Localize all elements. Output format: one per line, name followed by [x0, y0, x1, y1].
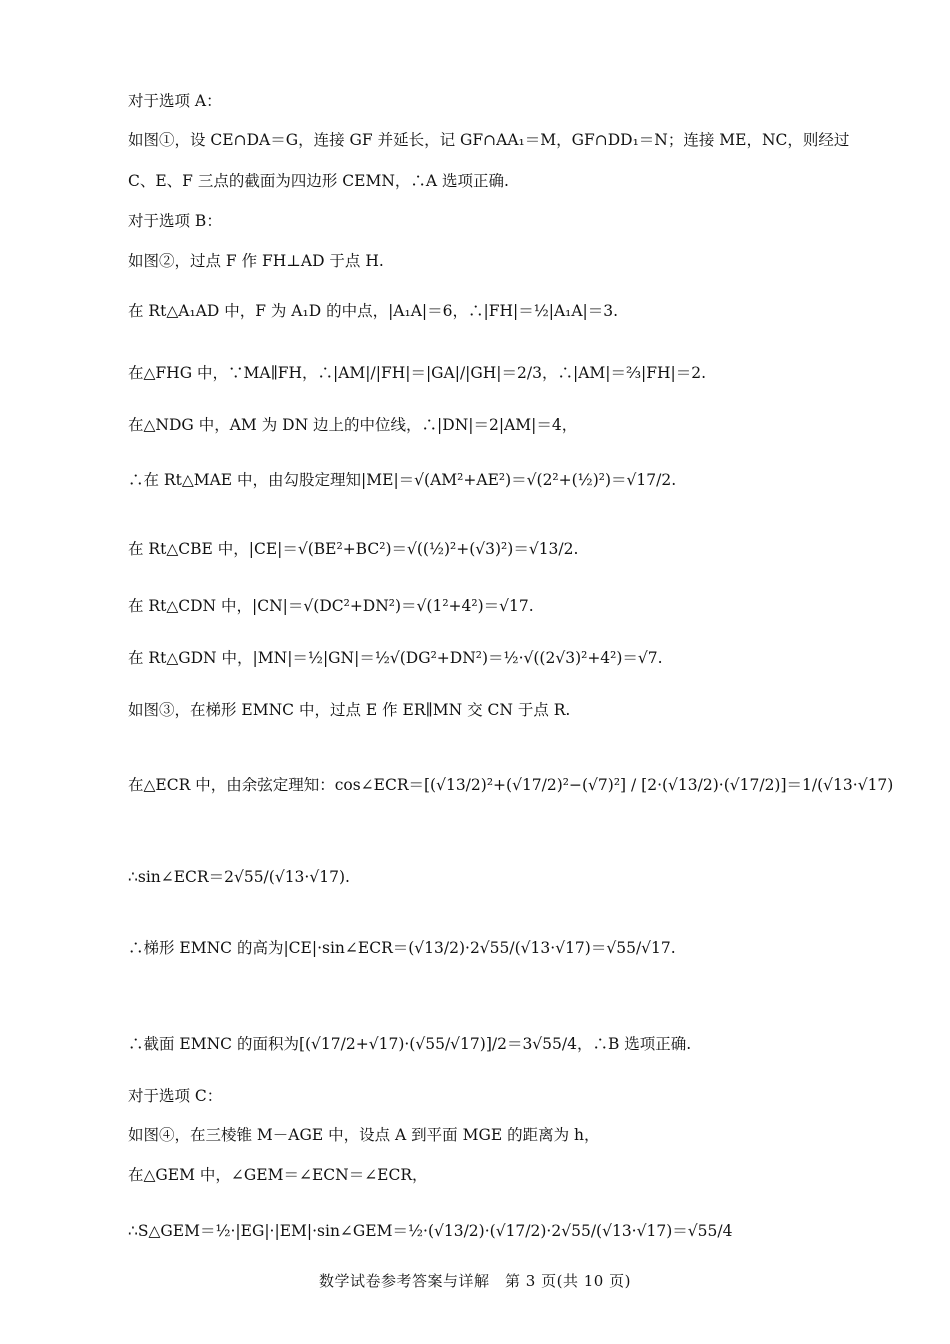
line-section-area: ∴截面 EMNC 的面积为[(√17/2+√17)·(√55/√17)]/2＝3√55/4，∴B 选项正确. — [128, 1035, 692, 1053]
line-cn-length: 在 Rt△CDN 中，|CN|＝√(DC²+DN²)＝√(1²+4²)＝√17. — [128, 597, 534, 615]
line-fig4-construction: 如图④，在三棱锥 M－AGE 中，设点 A 到平面 MGE 的距离为 h， — [128, 1126, 600, 1144]
line-mn-length: 在 Rt△GDN 中，|MN|＝½|GN|＝½√(DG²+DN²)＝½·√((2√3)²+4²)＝√7. — [128, 649, 663, 667]
line-area-gem: ∴S△GEM＝½·|EG|·|EM|·sin∠GEM＝½·(√13/2)·(√17/2)·2√55/(√13·√17)＝√55/4 — [128, 1222, 733, 1240]
line-fig2-construction: 如图②，过点 F 作 FH⊥AD 于点 H. — [128, 252, 384, 270]
page-footer: 数学试卷参考答案与详解 第 3 页(共 10 页) — [319, 1272, 631, 1290]
line-angle-gem: 在△GEM 中，∠GEM＝∠ECN＝∠ECR， — [128, 1166, 428, 1184]
line-option-c-heading: 对于选项 C： — [128, 1087, 223, 1105]
line-fig3-construction: 如图③，在梯形 EMNC 中，过点 E 作 ER∥MN 交 CN 于点 R. — [128, 701, 571, 719]
line-ce-length: 在 Rt△CBE 中，|CE|＝√(BE²+BC²)＝√((½)²+(√3)²)＝√13/2. — [128, 540, 579, 558]
line-dn-length: 在△NDG 中，AM 为 DN 边上的中位线，∴|DN|＝2|AM|＝4， — [128, 416, 578, 434]
line-me-length: ∴在 Rt△MAE 中，由勾股定理知|ME|＝√(AM²+AE²)＝√(2²+(½)²)＝√17/2. — [128, 471, 677, 489]
line-option-b-heading: 对于选项 B： — [128, 212, 222, 230]
line-section-conclusion: C、E、F 三点的截面为四边形 CEMN，∴A 选项正确. — [128, 172, 509, 190]
line-cos-ecr: 在△ECR 中，由余弦定理知：cos∠ECR＝[(√13/2)²+(√17/2)²−(√7)²] / [2·(√13/2)·(√17/2)]＝1/(√13·√17) — [128, 776, 894, 794]
line-sin-ecr: ∴sin∠ECR＝2√55/(√13·√17). — [128, 868, 350, 886]
line-fh-length: 在 Rt△A₁AD 中，F 为 A₁D 的中点，|A₁A|＝6，∴|FH|＝½|A₁A|＝3. — [128, 302, 619, 320]
line-am-length: 在△FHG 中，∵MA∥FH，∴|AM|/|FH|＝|GA|/|GH|＝2/3，∴|AM|＝⅔|FH|＝2. — [128, 364, 707, 382]
line-fig1-construction: 如图①，设 CE∩DA＝G，连接 GF 并延长，记 GF∩AA₁＝M，GF∩DD₁＝N；连接 ME，NC，则经过 — [128, 131, 850, 149]
line-option-a-heading: 对于选项 A： — [128, 92, 222, 110]
line-trapezoid-height: ∴梯形 EMNC 的高为|CE|·sin∠ECR＝(√13/2)·2√55/(√13·√17)＝√55/√17. — [128, 939, 676, 957]
